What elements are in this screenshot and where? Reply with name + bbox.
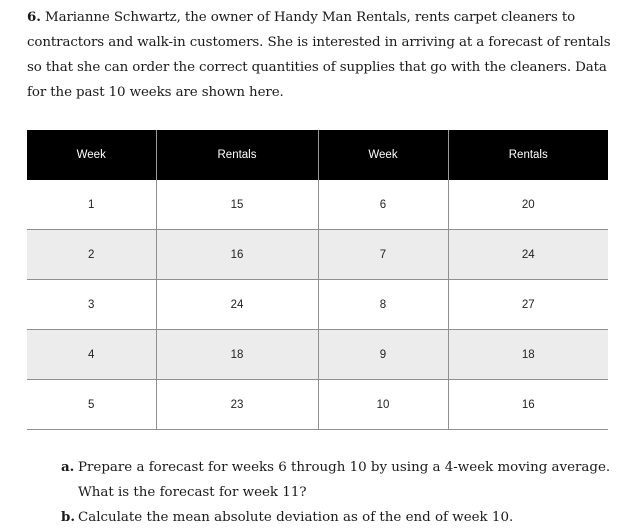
table-cell: 16 <box>156 230 318 280</box>
table-cell: 24 <box>156 280 318 330</box>
problem-statement <box>27 5 617 105</box>
table-cell: 2 <box>27 230 156 280</box>
table-cell: 8 <box>318 280 448 330</box>
table-cell: 18 <box>156 330 318 380</box>
table-cell: 23 <box>156 380 318 430</box>
table-cell: 16 <box>448 380 608 430</box>
question-label: b. <box>61 509 76 525</box>
table-cell: 3 <box>27 280 156 330</box>
table-cell: 20 <box>448 180 608 230</box>
table-cell: 6 <box>318 180 448 230</box>
table-header-row <box>27 130 608 180</box>
table-cell: 9 <box>318 330 448 380</box>
problem-text: Marianne Schwartz, the owner of Handy Man Rentals, rents carpet cleaners to contractors and walk-in customers. She is interested in arriving at a forecast of rentals so that she can order the correct quantities of supplies that go with the cleaners. Data for the past 10 weeks are shown here. <box>27 10 611 100</box>
table-row <box>27 330 608 380</box>
problem-number: 6. <box>27 9 41 25</box>
question-text: Prepare a forecast for weeks 6 through 10 by using a 4-week moving average. What is the forecast for week 11? <box>78 460 611 500</box>
table-cell: 15 <box>156 180 318 230</box>
rentals-table <box>27 130 608 430</box>
column-header-rentals-1: Rentals <box>156 130 318 180</box>
column-header-week-1: Week <box>27 130 156 180</box>
column-header-rentals-2: Rentals <box>448 130 608 180</box>
question-text: Calculate the mean absolute deviation as of the end of week 10. <box>78 510 514 525</box>
question-list <box>61 455 621 530</box>
question-a <box>61 455 621 505</box>
table-cell: 7 <box>318 230 448 280</box>
question-label: a. <box>61 459 75 475</box>
table-cell: 24 <box>448 230 608 280</box>
table-row <box>27 180 608 230</box>
table-row <box>27 230 608 280</box>
table-cell: 10 <box>318 380 448 430</box>
table-cell: 18 <box>448 330 608 380</box>
table-row <box>27 280 608 330</box>
table-row <box>27 380 608 430</box>
table-cell: 5 <box>27 380 156 430</box>
table-cell: 27 <box>448 280 608 330</box>
table-cell: 4 <box>27 330 156 380</box>
table-cell: 1 <box>27 180 156 230</box>
question-b <box>61 505 621 530</box>
column-header-week-2: Week <box>318 130 448 180</box>
